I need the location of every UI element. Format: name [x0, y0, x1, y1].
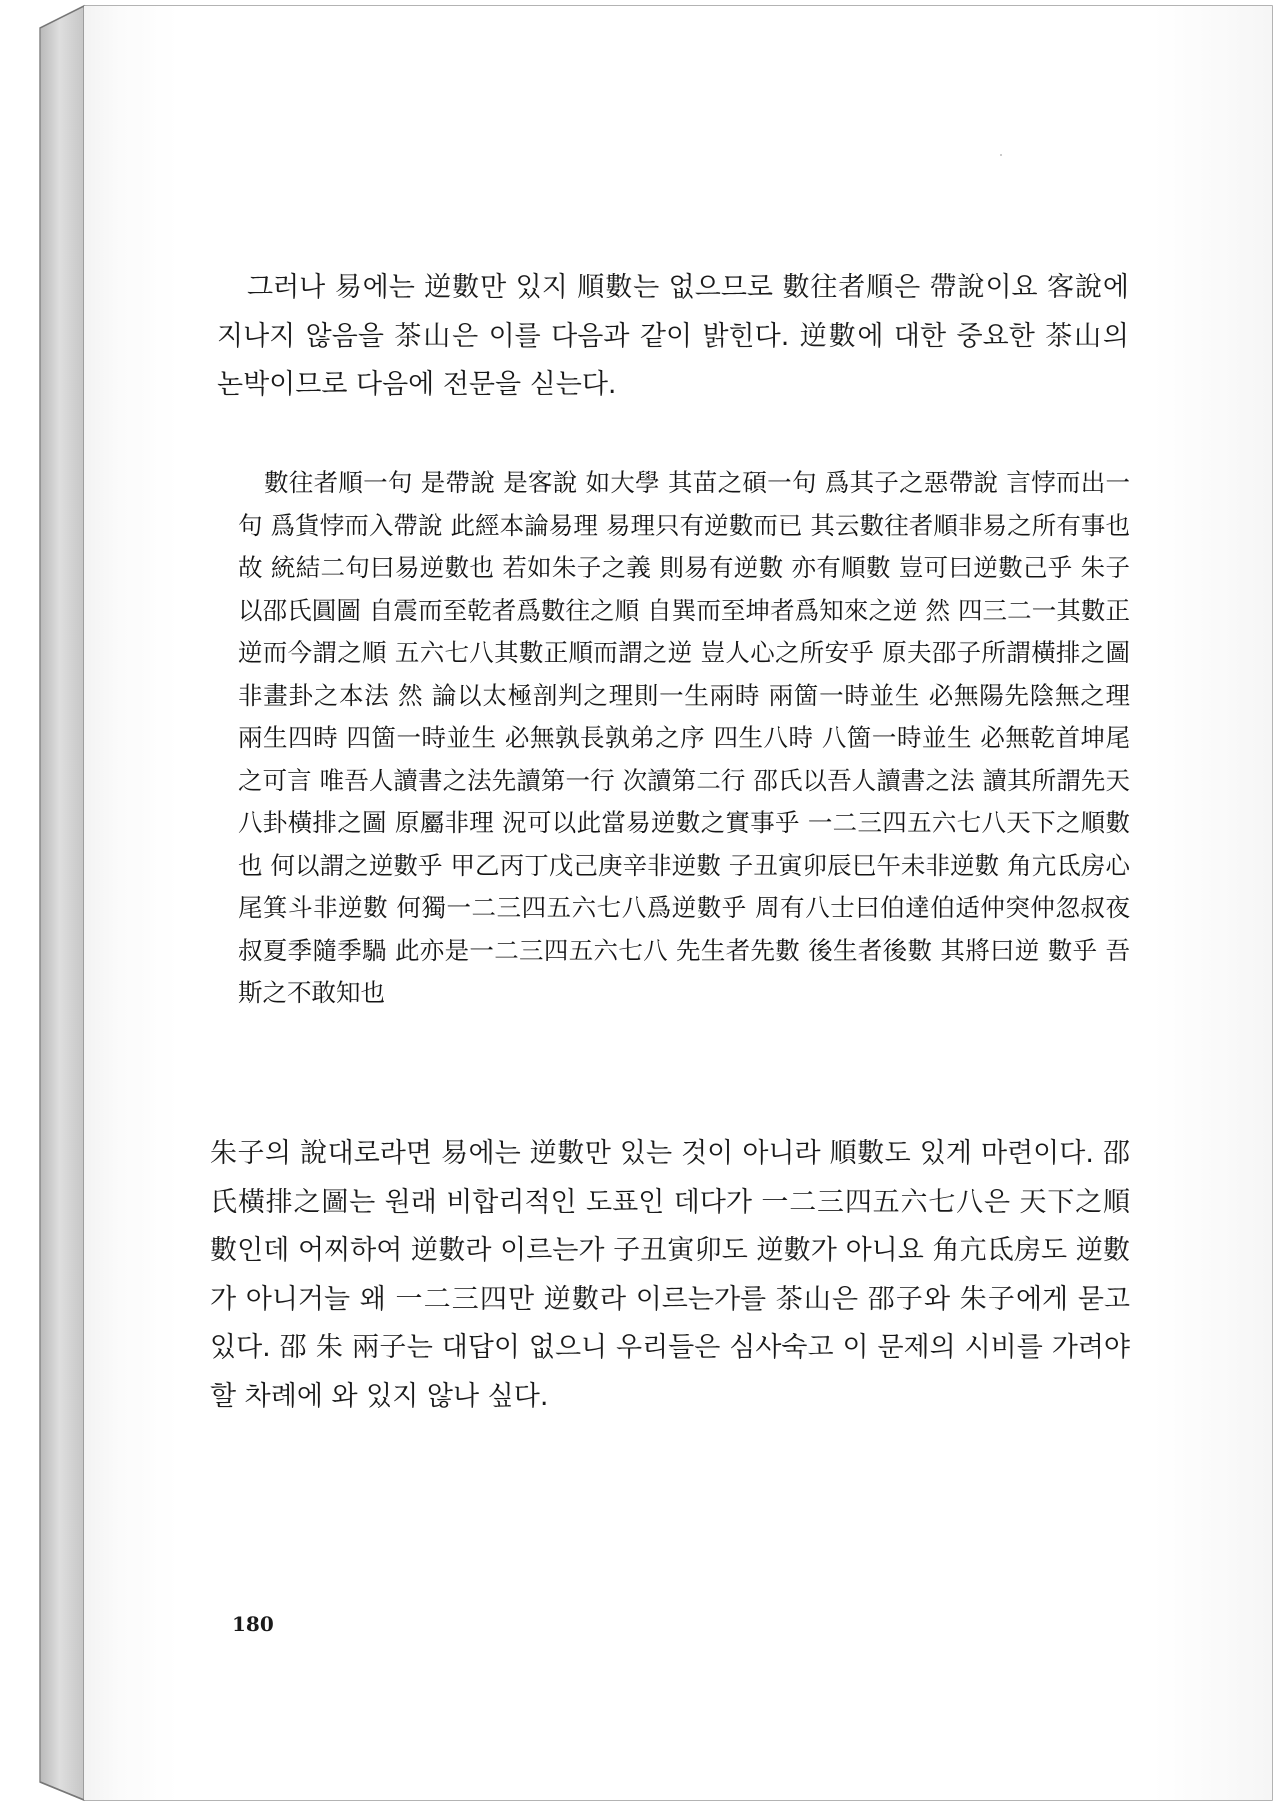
page-number: 180: [232, 1612, 274, 1636]
book-page: [84, 6, 1272, 1800]
quotation-block: 數往者順一句 是帶說 是客說 如大學 其苗之碩一句 爲其子之惡帶說 言悖而出一句 爲貨悖而入帶說 此經本論易理 易理只有逆數而已 其云數往者順非易之所有事也 故 統結二句曰易逆數也 若如朱子之義 則易有逆數 亦有順數 豈可曰逆數己乎 朱子以邵氏圓圖 自震而至乾者爲數往之順 自巽而至坤者爲知來之逆 然 四三二一其數正逆而今謂之順 五六七八其數正順而謂之逆 豈人心之所安乎 原夫邵子所謂橫排之圖 非畫卦之本法 然 論以太極剖判之理則一生兩時 兩箇一時並生 必無陽先陰無之理 兩生四時 四箇一時並生 必無孰長孰弟之序 四生八時 八箇一時並生 必無乾首坤尾之可言 唯吾人讀書之法先讀第一行 次讀第二行 邵氏以吾人讀書之法 讀其所謂先天八卦橫排之圖 原屬非理 況可以此當易逆數之實事乎 一二三四五六七八天下之順數也 何以謂之逆數乎 甲乙丙丁戊己庚辛非逆數 子丑寅卯辰巳午未非逆數 角亢氐房心尾箕斗非逆數 何獨一二三四五六七八爲逆數乎 周有八士曰伯達伯适仲突仲忽叔夜叔夏季隨季騧 此亦是一二三四五六七八 先生者先數 後生者後數 其將曰逆 數乎 吾斯之不敢知也: [238, 468, 1130, 1007]
scan-speck: [1000, 154, 1002, 156]
paragraph-1: 그러나 易에는 逆數만 있지 順數는 없으므로 數往者順은 帶說이요 客說에 지나지 않음을 茶山은 이를 다음과 같이 밝힌다. 逆數에 대한 중요한 茶山의 논박이므로 다음에 전문을 싣는다.: [217, 272, 1129, 400]
page-content: [84, 6, 1272, 1800]
paragraph-2: 朱子의 說대로라면 易에는 逆數만 있는 것이 아니라 順數도 있게 마련이다. 邵氏橫排之圖는 원래 비합리적인 도표인 데다가 一二三四五六七八은 天下之順數인데 어찌하여 逆數라 이르는가 子丑寅卯도 逆數가 아니요 角亢氐房도 逆數가 아니거늘 왜 一二三四만 逆數라 이르는가를 茶山은 邵子와 朱子에게 묻고 있다. 邵 朱 兩子는 대답이 없으니 우리들은 심사숙고 이 문제의 시비를 가려야 할 차례에 와 있지 않나 싶다.: [210, 1138, 1130, 1412]
